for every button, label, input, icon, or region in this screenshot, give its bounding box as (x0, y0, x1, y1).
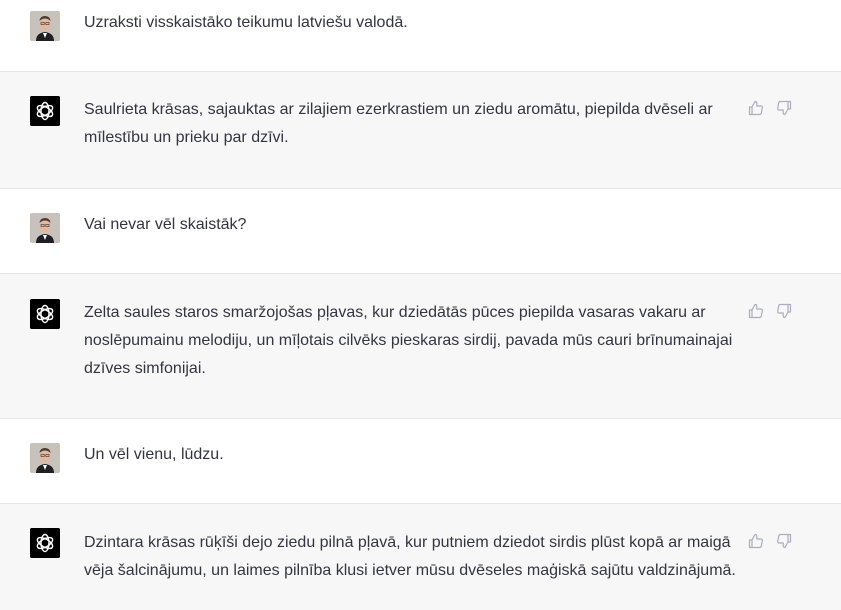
message-text: Vai nevar vēl skaistāk? (84, 216, 247, 233)
user-message (0, 419, 841, 503)
user-avatar (30, 213, 60, 243)
assistant-message (0, 503, 841, 610)
message-text: Saulrieta krāsas, sajauktas ar zilajiem ezerkrastiem un ziedu aromātu, piepilda dvēseli ar mīlestību un prieku par dzīvi. (84, 101, 713, 146)
thumbs-up-icon[interactable] (748, 100, 764, 116)
message-text: Un vēl vienu, lūdzu. (84, 446, 224, 463)
feedback-controls (748, 100, 792, 116)
message-text: Uzraksti visskaistāko teikumu latviešu valodā. (84, 14, 408, 31)
assistant-message (0, 71, 841, 189)
openai-logo-icon (30, 528, 60, 558)
user-message (0, 0, 841, 71)
openai-logo-icon (30, 96, 60, 126)
thumbs-up-icon[interactable] (748, 303, 764, 319)
user-message (0, 189, 841, 273)
openai-logo-icon (30, 299, 60, 329)
message-text: Dzintara krāsas rūķīši dejo ziedu pilnā pļavā, kur putniem dziedot sirdis plūst kopā ar maigā vēja šalcinājumu, un laimes pilnība klusi ietver mūsu dvēseles maģiskā sajūtu valdzinājumā. (84, 534, 736, 579)
assistant-message (0, 273, 841, 419)
feedback-controls (748, 533, 792, 549)
thumbs-down-icon[interactable] (776, 533, 792, 549)
user-avatar (30, 11, 60, 41)
user-avatar (30, 443, 60, 473)
message-text: Zelta saules staros smaržojošas pļavas, kur dziedātās pūces piepilda vasaras vakaru ar noslēpumainu melodiju, un mīļotais cilvēks pieskaras sirdij, pavada mūs cauri brīnumainajai dzīves simfonijai. (84, 304, 733, 377)
thumbs-down-icon[interactable] (776, 100, 792, 116)
thumbs-down-icon[interactable] (776, 303, 792, 319)
thumbs-up-icon[interactable] (748, 533, 764, 549)
feedback-controls (748, 303, 792, 319)
